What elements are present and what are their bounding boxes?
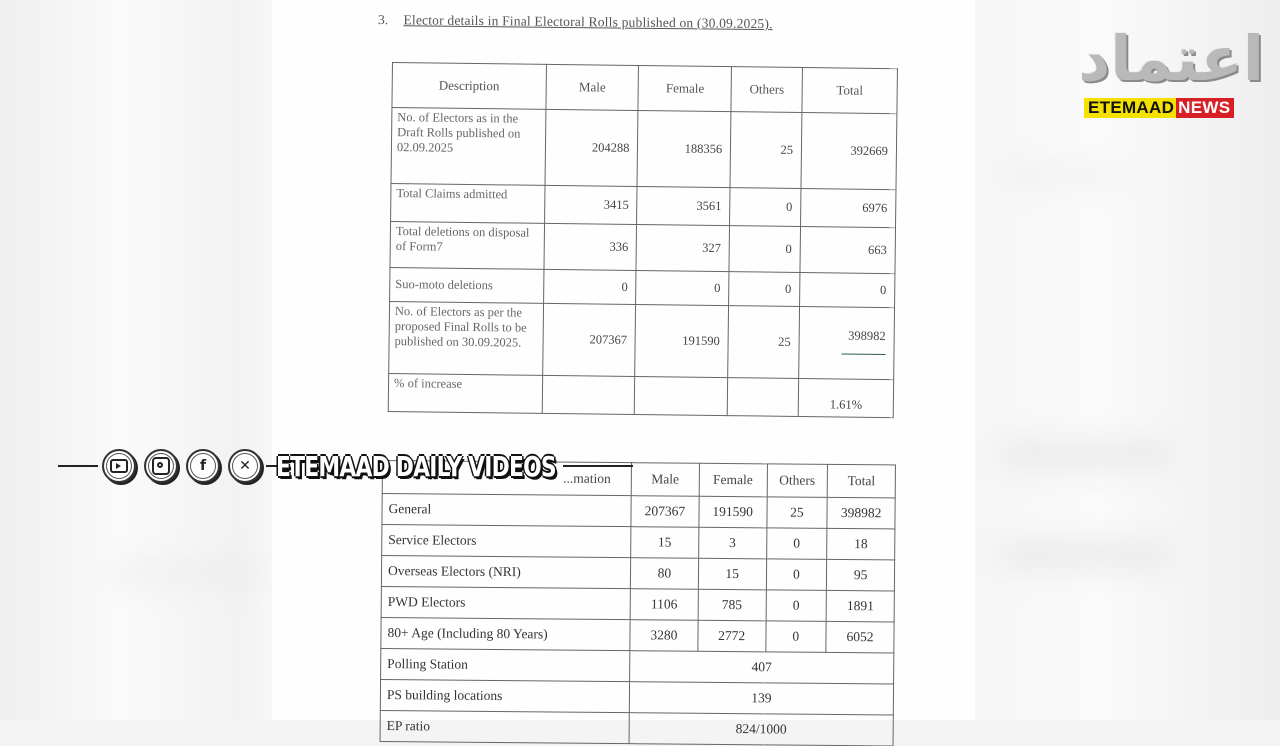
cell-male: 80 xyxy=(630,558,698,590)
table-header-row xyxy=(392,63,898,114)
header-male: Male xyxy=(546,64,639,110)
cell-total-cell xyxy=(799,306,895,379)
table-row xyxy=(390,221,896,273)
divider-line xyxy=(58,465,98,467)
table-row xyxy=(391,183,896,227)
cell-others: 25 xyxy=(730,112,802,189)
elector-category-table xyxy=(380,460,896,746)
cell-total: 95 xyxy=(827,559,895,591)
row-description: No. of Electors as in the Draft Rolls published on 02.09.2025 xyxy=(391,108,546,186)
logo-word-etemaad: ETEMAAD xyxy=(1084,98,1176,118)
cell-female: 2772 xyxy=(698,620,766,652)
row-description: General xyxy=(382,494,631,527)
logo-word-news: NEWS xyxy=(1176,98,1234,118)
header-total: Total xyxy=(827,464,895,498)
table-row xyxy=(380,710,893,745)
pen-underline-mark xyxy=(841,353,885,355)
logo-arabic-text: اعتماد xyxy=(1078,22,1264,95)
youtube-icon[interactable] xyxy=(102,449,136,483)
header-total: Total xyxy=(802,68,897,114)
row-description: No. of Electors as per the proposed Final Rolls to be published on 30.09.2025. xyxy=(389,301,544,375)
logo-wordmark xyxy=(1084,98,1264,118)
cell-total: 663 xyxy=(800,227,895,274)
cell-male: 3280 xyxy=(630,620,698,652)
cell-female: 785 xyxy=(698,589,766,621)
table-row xyxy=(389,301,895,379)
header-others: Others xyxy=(767,464,828,498)
cell-total: 398982 xyxy=(827,497,895,529)
cell-female: 191590 xyxy=(699,496,767,528)
cell-others: 25 xyxy=(766,497,827,529)
cell-others: 0 xyxy=(729,272,800,307)
table-row xyxy=(388,373,893,417)
channel-label: ETEMAAD DAILY VIDEOS xyxy=(276,449,556,483)
cell-others xyxy=(727,378,798,417)
cell-female xyxy=(635,376,728,415)
cell-others: 0 xyxy=(766,559,827,591)
cell-total: 1.61% xyxy=(798,378,893,417)
cell-female: 191590 xyxy=(635,304,729,377)
social-overlay-bar xyxy=(58,448,633,484)
cell-total: 6976 xyxy=(801,189,896,228)
etemaad-news-logo xyxy=(1078,22,1264,118)
cell-others: 0 xyxy=(766,528,827,560)
section-title: Elector details in Final Electoral Rolls published on (30.09.2025). xyxy=(403,12,773,32)
table-row xyxy=(382,494,895,529)
cell-total: 1891 xyxy=(826,590,894,622)
cell-male xyxy=(542,375,635,414)
cell-others: 25 xyxy=(728,306,800,379)
background-blur-shape xyxy=(1000,165,1120,185)
background-blur-shape xyxy=(110,560,260,586)
cell-male: 207367 xyxy=(631,496,699,528)
elector-details-table xyxy=(388,62,898,418)
cell-value: 407 xyxy=(630,651,894,684)
row-description: PS building locations xyxy=(380,679,629,712)
cell-total: 0 xyxy=(800,273,895,308)
cell-total: 398982 xyxy=(848,328,886,343)
table-row xyxy=(381,617,894,652)
row-description: EP ratio xyxy=(380,710,629,743)
divider-line xyxy=(563,465,633,467)
cell-male: 1106 xyxy=(630,589,698,621)
cell-total: 6052 xyxy=(826,621,894,653)
cell-value: 139 xyxy=(629,682,893,715)
row-description: PWD Electors xyxy=(381,586,630,619)
cell-female: 0 xyxy=(636,271,729,306)
background-blur-shape xyxy=(1000,540,1170,570)
instagram-icon[interactable] xyxy=(144,449,178,483)
header-male: Male xyxy=(631,463,699,497)
cell-female: 3 xyxy=(698,527,766,559)
cell-male: 204288 xyxy=(545,109,639,186)
cell-female: 327 xyxy=(636,225,729,272)
table-row xyxy=(381,556,894,591)
cell-male: 15 xyxy=(631,527,699,559)
x-icon[interactable]: ✕ xyxy=(228,449,262,483)
section-number: 3. xyxy=(377,12,389,28)
row-description: Overseas Electors (NRI) xyxy=(381,556,630,589)
cell-female: 15 xyxy=(698,558,766,590)
cell-others: 0 xyxy=(730,188,801,227)
row-description: Total Claims admitted xyxy=(391,183,545,223)
background-blur-shape xyxy=(1000,440,1170,470)
row-description: Total deletions on disposal of Form7 xyxy=(390,221,544,269)
table-row xyxy=(380,679,893,714)
cell-others: 0 xyxy=(765,621,826,653)
cell-female: 188356 xyxy=(637,111,731,188)
cell-male: 0 xyxy=(543,269,636,304)
cell-total: 392669 xyxy=(801,113,897,190)
table-row xyxy=(381,586,894,621)
cell-female: 3561 xyxy=(637,187,730,226)
table-row xyxy=(382,525,895,560)
header-female: Female xyxy=(638,66,731,112)
header-others: Others xyxy=(731,67,802,113)
header-description: Description xyxy=(392,63,546,110)
header-description: ...mation xyxy=(382,461,631,496)
row-description: Polling Station xyxy=(381,648,630,681)
table-row xyxy=(381,648,894,683)
cell-male: 207367 xyxy=(542,303,636,376)
row-description: % of increase xyxy=(388,373,542,413)
row-description: Service Electors xyxy=(382,525,631,558)
facebook-icon[interactable]: f xyxy=(186,449,220,483)
row-description: 80+ Age (Including 80 Years) xyxy=(381,617,630,650)
cell-others: 0 xyxy=(729,226,800,273)
cell-male: 336 xyxy=(544,223,637,270)
header-female: Female xyxy=(699,463,767,497)
cell-others: 0 xyxy=(766,590,827,622)
row-description: Suo-moto deletions xyxy=(390,267,544,303)
cell-male: 3415 xyxy=(544,185,637,224)
cell-value: 824/1000 xyxy=(629,713,893,746)
cell-total: 18 xyxy=(827,528,895,560)
table-row xyxy=(391,108,897,190)
